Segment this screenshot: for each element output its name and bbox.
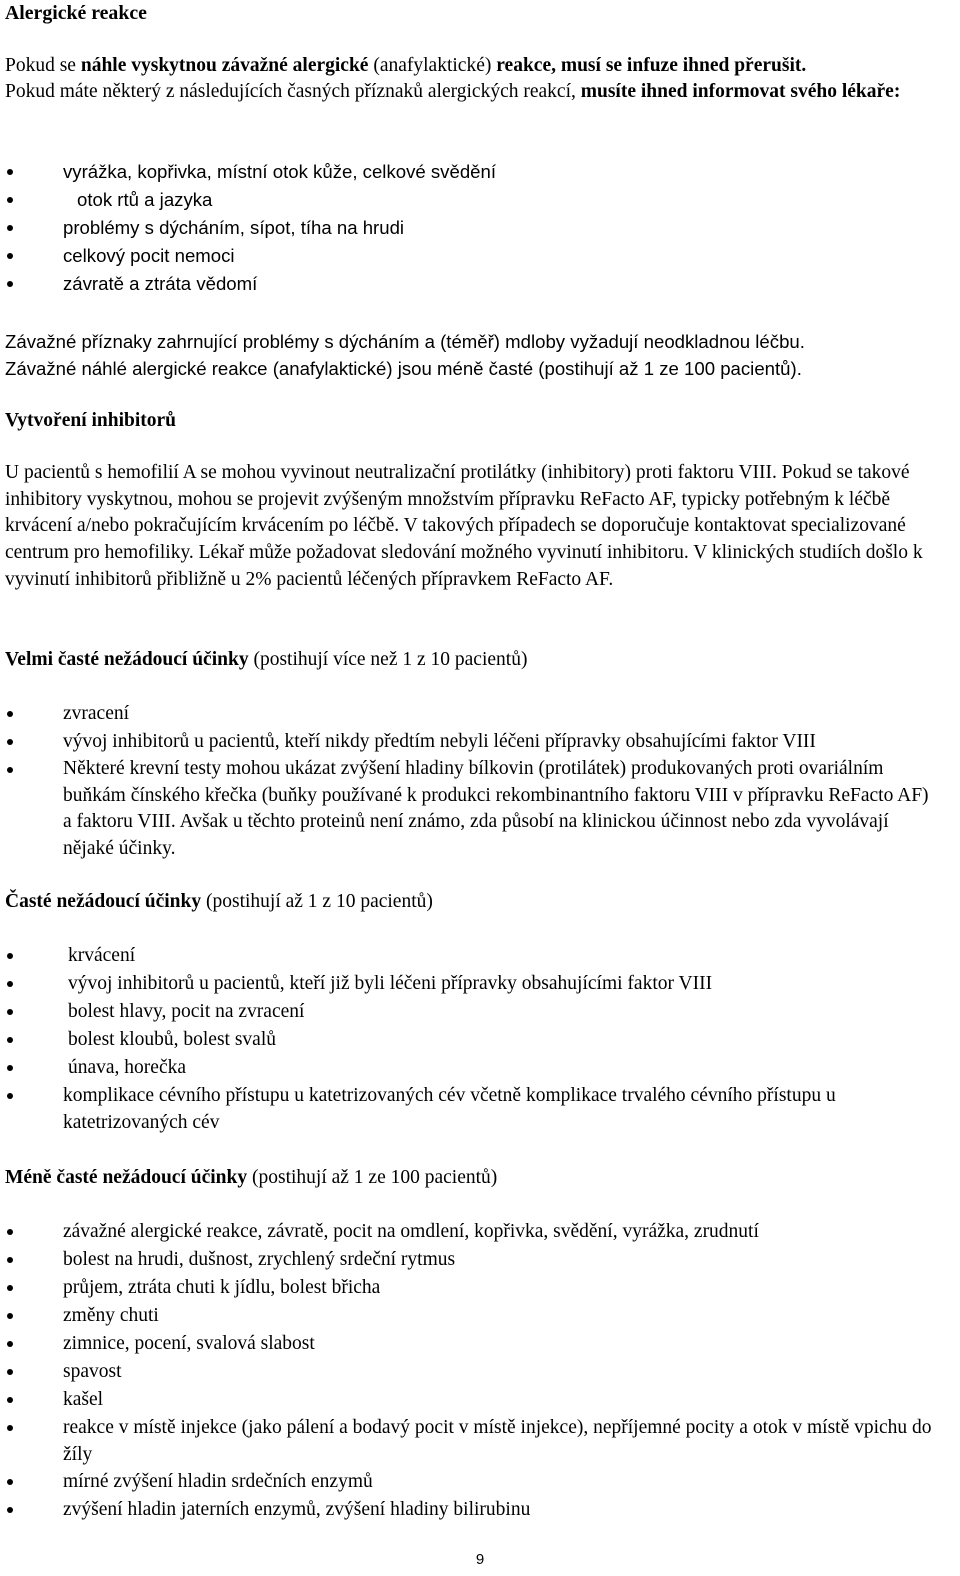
list-item: komplikace cévního přístupu u katetrizovaných cév včetně komplikace trvalého cévního přístupu u katetrizovaných cév [5,1082,957,1136]
section-title-common: Časté nežádoucí účinky (postihují až 1 z 10 pacientů) [5,891,433,912]
bullet-icon [7,1341,13,1347]
page-number: 9 [475,1551,485,1568]
list-item: mírné zvýšení hladin srdečních enzymů [5,1468,957,1496]
bullet-icon [7,767,13,773]
bullet-icon [7,953,13,959]
bullet-icon [7,1037,13,1043]
list-item: bolest na hrudi, dušnost, zrychlený srdeční rytmus [5,1246,957,1274]
section-title-inhibitors: Vytvoření inhibitorů [5,410,177,431]
list-item: závažné alergické reakce, závratě, pocit na omdlení, kopřivka, svědění, vyrážka, zrudnutí [5,1218,957,1246]
bullet-icon [7,739,13,745]
section-title-uncommon: Méně časté nežádoucí účinky (postihují až 1 ze 100 pacientů) [5,1167,498,1188]
very-common-list [5,700,957,862]
list-item: spavost [5,1358,957,1386]
bullet-icon [7,225,13,231]
bullet-icon [7,1369,13,1375]
list-item: otok rtů a jazyka [5,186,957,214]
inhibitors-paragraph: U pacientů s hemofilií A se mohou vyvinout neutralizační protilátky (inhibitory) proti faktoru VIII. Pokud se takové inhibitory vyskytnou, mohou se projevit zvýšeným množstvím přípravku ReFacto AF, typicky potřebným k léčbě krvácení a/nebo pokračujícím krvácením po léčbě. V takových případech se doporučuje kontaktovat specializované centrum pro hemofiliky. Lékař může požadovat sledování možného vyvinutí inhibitoru. V klinických studiích došlo k vyvinutí inhibitorů přibližně u 2% pacientů léčených přípravkem ReFacto AF. [5,462,923,590]
bullet-icon [7,981,13,987]
list-item: kašel [5,1386,957,1414]
list-item: vývoj inhibitorů u pacientů, kteří již byli léčeni přípravky obsahujícími faktor VIII [5,970,957,998]
common-list [5,942,957,1136]
bullet-icon [7,1009,13,1015]
list-item: změny chuti [5,1302,957,1330]
section-title-allergic: Alergické reakce [5,2,147,24]
uncommon-list [5,1218,957,1524]
list-item: vyrážka, kopřivka, místní otok kůže, celkové svědění [5,158,957,186]
list-item: bolest kloubů, bolest svalů [5,1026,957,1054]
list-item: krvácení [5,942,957,970]
bullet-icon [7,1229,13,1235]
list-item: bolest hlavy, pocit na zvracení [5,998,957,1026]
allergic-paragraph-2: Pokud máte některý z následujících časných příznaků alergických reakcí, musíte ihned informovat svého lékaře: [5,81,901,102]
list-item: zimnice, pocení, svalová slabost [5,1330,957,1358]
list-item: reakce v místě injekce (jako pálení a bodavý pocit v místě injekce), nepříjemné pocity a otok v místě vpichu do žíly [5,1414,957,1468]
list-item: celkový pocit nemoci [5,242,957,270]
list-item: vývoj inhibitorů u pacientů, kteří nikdy předtím nebyli léčeni přípravky obsahujícími faktor VIII [5,728,957,756]
bullet-icon [7,1479,13,1485]
list-item: problémy s dýcháním, sípot, tíha na hrudi [5,214,957,242]
list-item: zvracení [5,700,957,728]
bullet-icon [7,197,13,203]
bullet-icon [7,169,13,175]
list-item: únava, horečka [5,1054,957,1082]
bullet-icon [7,1257,13,1263]
bullet-icon [7,1065,13,1071]
bullet-icon [7,1397,13,1403]
bullet-icon [7,1313,13,1319]
bullet-icon [7,1285,13,1291]
allergic-note-1: Závažné příznaky zahrnující problémy s dýcháním a (téměř) mdloby vyžadují neodkladnou léčbu. [5,331,805,352]
list-item: zvýšení hladin jaterních enzymů, zvýšení hladiny bilirubinu [5,1496,957,1524]
bullet-icon [7,281,13,287]
bullet-icon [7,711,13,717]
bullet-icon [7,253,13,259]
bullet-icon [7,1507,13,1513]
bullet-icon [7,1425,13,1431]
allergic-paragraph-1: Pokud se náhle vyskytnou závažné alergické (anafylaktické) reakce, musí se infuze ihned přerušit. [5,55,807,76]
bullet-icon [7,1093,13,1099]
allergic-note-2: Závažné náhlé alergické reakce (anafylaktické) jsou méně časté (postihují až 1 ze 100 pacientů). [5,358,802,379]
symptom-list [5,158,957,298]
section-title-very-common: Velmi časté nežádoucí účinky (postihují více než 1 z 10 pacientů) [5,649,528,670]
list-item: závratě a ztráta vědomí [5,270,957,298]
list-item: průjem, ztráta chuti k jídlu, bolest břicha [5,1274,957,1302]
list-item: Některé krevní testy mohou ukázat zvýšení hladiny bílkovin (protilátek) produkovaných proti ovariálním buňkám čínského křečka (buňky používané k produkci rekombinantního faktoru VIII v přípravku ReFacto AF) a faktoru VIII. Avšak u těchto proteinů není známo, zda působí na klinickou účinnost nebo zda vyvolávají nějaké účinky. [5,756,957,862]
